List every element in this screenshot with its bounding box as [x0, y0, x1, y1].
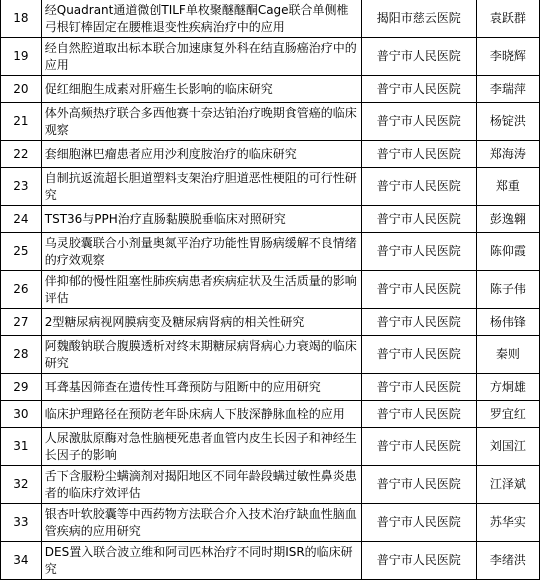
table-row — [1, 0, 540, 38]
hospital-name: 普宁市人民医院 — [361, 168, 476, 206]
project-title: 促红细胞生成素对肝癌生长影响的临床研究 — [41, 76, 361, 103]
table-row — [1, 103, 540, 141]
author-name: 杨伟锋 — [476, 309, 539, 336]
project-title: 体外高频热疗联合多西他赛十奈达铂治疗晚期食管癌的临床观察 — [41, 103, 361, 141]
author-name: 罗宜红 — [476, 401, 539, 428]
author-name: 李绪洪 — [476, 542, 539, 580]
row-number: 26 — [1, 271, 42, 309]
row-number: 28 — [1, 336, 42, 374]
author-name: 江泽斌 — [476, 466, 539, 504]
author-name: 方炯雄 — [476, 374, 539, 401]
table-row — [1, 428, 540, 466]
author-name: 李瑞萍 — [476, 76, 539, 103]
hospital-name: 普宁市人民医院 — [361, 401, 476, 428]
row-number: 22 — [1, 141, 42, 168]
project-title: 乌灵胶囊联合小剂量奥氮平治疗功能性胃肠病缓解不良情绪的疗效观察 — [41, 233, 361, 271]
author-name: 李晓辉 — [476, 38, 539, 76]
project-title: 临床护理路径在预防老年卧床病人下肢深静脉血栓的应用 — [41, 401, 361, 428]
project-title: 自制抗返流超长胆道塑料支架治疗胆道恶性梗阻的可行性研究 — [41, 168, 361, 206]
hospital-name: 普宁市人民医院 — [361, 542, 476, 580]
hospital-name: 普宁市人民医院 — [361, 374, 476, 401]
project-title: 耳聋基因筛查在遗传性耳聋预防与阻断中的应用研究 — [41, 374, 361, 401]
hospital-name: 普宁市人民医院 — [361, 206, 476, 233]
project-title: 经自然腔道取出标本联合加速康复外科在结直肠癌治疗中的应用 — [41, 38, 361, 76]
table-row — [1, 336, 540, 374]
author-name: 陈子伟 — [476, 271, 539, 309]
project-title: TST36与PPH治疗直肠黏膜脱垂临床对照研究 — [41, 206, 361, 233]
row-number: 34 — [1, 542, 42, 580]
project-title: DES置入联合波立维和阿司匹林治疗不同时期ISR的临床研究 — [41, 542, 361, 580]
hospital-name: 揭阳市慈云医院 — [361, 0, 476, 38]
table-row — [1, 504, 540, 542]
table-row — [1, 542, 540, 580]
hospital-name: 普宁市人民医院 — [361, 466, 476, 504]
row-number: 24 — [1, 206, 42, 233]
author-name: 苏华实 — [476, 504, 539, 542]
author-name: 陈仰霞 — [476, 233, 539, 271]
table-row — [1, 168, 540, 206]
row-number: 21 — [1, 103, 42, 141]
row-number: 20 — [1, 76, 42, 103]
table-row — [1, 38, 540, 76]
projects-table-body — [1, 0, 540, 580]
hospital-name: 普宁市人民医院 — [361, 271, 476, 309]
project-title: 2型糖尿病视网膜病变及糖尿病肾病的相关性研究 — [41, 309, 361, 336]
table-row — [1, 141, 540, 168]
hospital-name: 普宁市人民医院 — [361, 103, 476, 141]
row-number: 23 — [1, 168, 42, 206]
table-row — [1, 76, 540, 103]
hospital-name: 普宁市人民医院 — [361, 38, 476, 76]
hospital-name: 普宁市人民医院 — [361, 309, 476, 336]
project-title: 阿魏酸钠联合腹膜透析对终末期糖尿病肾病心力衰竭的临床研究 — [41, 336, 361, 374]
table-row — [1, 206, 540, 233]
project-title: 银杏叶软胶囊等中西药物方法联合介入技术治疗缺血性脑血管疾病的应用研究 — [41, 504, 361, 542]
row-number: 31 — [1, 428, 42, 466]
author-name: 秦则 — [476, 336, 539, 374]
project-title: 伴抑郁的慢性阻塞性肺疾病患者疾病症状及生活质量的影响评估 — [41, 271, 361, 309]
author-name: 袁跃群 — [476, 0, 539, 38]
table-row — [1, 309, 540, 336]
hospital-name: 普宁市人民医院 — [361, 336, 476, 374]
row-number: 25 — [1, 233, 42, 271]
table-row — [1, 466, 540, 504]
row-number: 32 — [1, 466, 42, 504]
row-number: 29 — [1, 374, 42, 401]
hospital-name: 普宁市人民医院 — [361, 233, 476, 271]
project-title: 经Quadrant通道微创TILF单枚聚醚醚酮Cage联合单侧椎弓根钉棒固定在腰椎退变性疾病治疗中的应用 — [41, 0, 361, 38]
project-title: 套细胞淋巴瘤患者应用沙利度胺治疗的临床研究 — [41, 141, 361, 168]
hospital-name: 普宁市人民医院 — [361, 504, 476, 542]
author-name: 杨锭洪 — [476, 103, 539, 141]
row-number: 33 — [1, 504, 42, 542]
table-row — [1, 271, 540, 309]
project-title: 人尿激肽原酶对急性脑梗死患者血管内皮生长因子和神经生长因子的影响 — [41, 428, 361, 466]
table-row — [1, 374, 540, 401]
author-name: 彭逸翱 — [476, 206, 539, 233]
hospital-name: 普宁市人民医院 — [361, 428, 476, 466]
row-number: 27 — [1, 309, 42, 336]
row-number: 18 — [1, 0, 42, 38]
author-name: 郑海涛 — [476, 141, 539, 168]
table-row — [1, 233, 540, 271]
author-name: 郑重 — [476, 168, 539, 206]
row-number: 30 — [1, 401, 42, 428]
table-row — [1, 401, 540, 428]
project-title: 舌下含服粉尘螨滴剂对揭阳地区不同年龄段螨过敏性鼻炎患者的临床疗效评估 — [41, 466, 361, 504]
hospital-name: 普宁市人民医院 — [361, 76, 476, 103]
author-name: 刘国江 — [476, 428, 539, 466]
hospital-name: 普宁市人民医院 — [361, 141, 476, 168]
row-number: 19 — [1, 38, 42, 76]
